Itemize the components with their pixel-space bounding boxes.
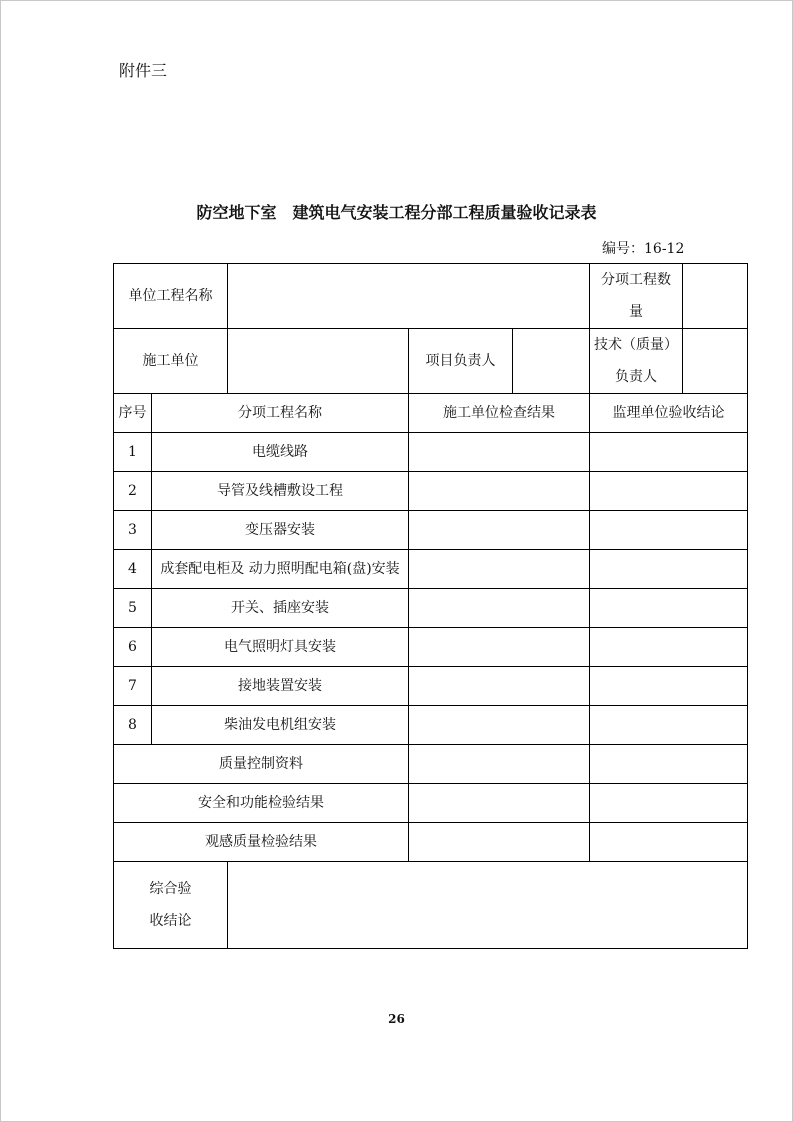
acceptance-record-table — [113, 263, 748, 949]
item-construction-check[interactable] — [409, 511, 590, 550]
item-supervision-conclusion[interactable] — [590, 511, 748, 550]
sub-item-count-label-line1: 分项工程数 — [601, 272, 672, 288]
conclusion-label-line2: 收结论 — [149, 913, 192, 929]
item-seq: 3 — [114, 511, 152, 550]
summary-construction-check[interactable] — [409, 823, 590, 862]
tech-lead-label-line2: 负责人 — [615, 369, 658, 385]
item-construction-check[interactable] — [409, 550, 590, 589]
tech-lead-label-line1: 技术（质量） — [594, 337, 679, 353]
item-seq: 6 — [114, 628, 152, 667]
unit-project-name-value[interactable] — [228, 264, 590, 329]
construction-unit-row — [114, 329, 748, 394]
summary-construction-check[interactable] — [409, 745, 590, 784]
table-row — [114, 589, 748, 628]
item-name: 变压器安装 — [152, 511, 409, 550]
construction-unit-label: 施工单位 — [114, 329, 228, 394]
tech-lead-label — [590, 329, 683, 394]
item-construction-check[interactable] — [409, 628, 590, 667]
sub-item-count-label-line2: 量 — [629, 304, 644, 320]
unit-project-name-label: 单位工程名称 — [114, 264, 228, 329]
summary-label-appearance: 观感质量检验结果 — [114, 823, 409, 862]
table-row — [114, 511, 748, 550]
conclusion-label — [114, 862, 228, 949]
item-supervision-conclusion[interactable] — [590, 628, 748, 667]
item-seq: 5 — [114, 589, 152, 628]
column-header-row — [114, 394, 748, 433]
summary-row — [114, 745, 748, 784]
item-supervision-conclusion[interactable] — [590, 706, 748, 745]
unit-project-row — [114, 264, 748, 329]
summary-supervision-conclusion[interactable] — [590, 823, 748, 862]
col-header-seq: 序号 — [114, 394, 152, 433]
item-construction-check[interactable] — [409, 589, 590, 628]
item-name: 开关、插座安装 — [152, 589, 409, 628]
item-supervision-conclusion[interactable] — [590, 550, 748, 589]
col-header-supervision-conclusion: 监理单位验收结论 — [590, 394, 748, 433]
summary-label-quality-control: 质量控制资料 — [114, 745, 409, 784]
conclusion-row — [114, 862, 748, 949]
table-row — [114, 667, 748, 706]
item-construction-check[interactable] — [409, 667, 590, 706]
col-header-sub-item-name: 分项工程名称 — [152, 394, 409, 433]
sub-item-count-label — [590, 264, 683, 329]
item-name: 成套配电柜及 动力照明配电箱(盘)安装 — [152, 550, 409, 589]
table-row — [114, 472, 748, 511]
construction-unit-value[interactable] — [228, 329, 409, 394]
sub-item-count-value[interactable] — [683, 264, 748, 329]
item-seq: 8 — [114, 706, 152, 745]
summary-supervision-conclusion[interactable] — [590, 784, 748, 823]
item-supervision-conclusion[interactable] — [590, 472, 748, 511]
conclusion-label-line1: 综合验 — [149, 881, 192, 897]
page-number: 26 — [388, 1012, 405, 1026]
attachment-label: 附件三 — [119, 61, 168, 80]
item-name: 电缆线路 — [152, 433, 409, 472]
table-row — [114, 628, 748, 667]
summary-supervision-conclusion[interactable] — [590, 745, 748, 784]
item-supervision-conclusion[interactable] — [590, 589, 748, 628]
item-supervision-conclusion[interactable] — [590, 667, 748, 706]
item-seq: 4 — [114, 550, 152, 589]
summary-row — [114, 823, 748, 862]
item-construction-check[interactable] — [409, 472, 590, 511]
table-row — [114, 706, 748, 745]
project-manager-value[interactable] — [513, 329, 590, 394]
form-code: 编号：16-12 — [602, 241, 685, 257]
item-construction-check[interactable] — [409, 706, 590, 745]
col-header-construction-check: 施工单位检查结果 — [409, 394, 590, 433]
form-title: 防空地下室 建筑电气安装工程分部工程质量验收记录表 — [196, 203, 597, 222]
item-seq: 1 — [114, 433, 152, 472]
item-name: 柴油发电机组安装 — [152, 706, 409, 745]
item-name: 电气照明灯具安装 — [152, 628, 409, 667]
conclusion-value[interactable] — [228, 862, 748, 949]
item-name: 接地装置安装 — [152, 667, 409, 706]
table-row — [114, 433, 748, 472]
table-row — [114, 550, 748, 589]
item-supervision-conclusion[interactable] — [590, 433, 748, 472]
item-seq: 2 — [114, 472, 152, 511]
project-manager-label: 项目负责人 — [409, 329, 513, 394]
item-seq: 7 — [114, 667, 152, 706]
summary-row — [114, 784, 748, 823]
tech-lead-value[interactable] — [683, 329, 748, 394]
item-construction-check[interactable] — [409, 433, 590, 472]
summary-label-safety-function: 安全和功能检验结果 — [114, 784, 409, 823]
summary-construction-check[interactable] — [409, 784, 590, 823]
item-name: 导管及线槽敷设工程 — [152, 472, 409, 511]
